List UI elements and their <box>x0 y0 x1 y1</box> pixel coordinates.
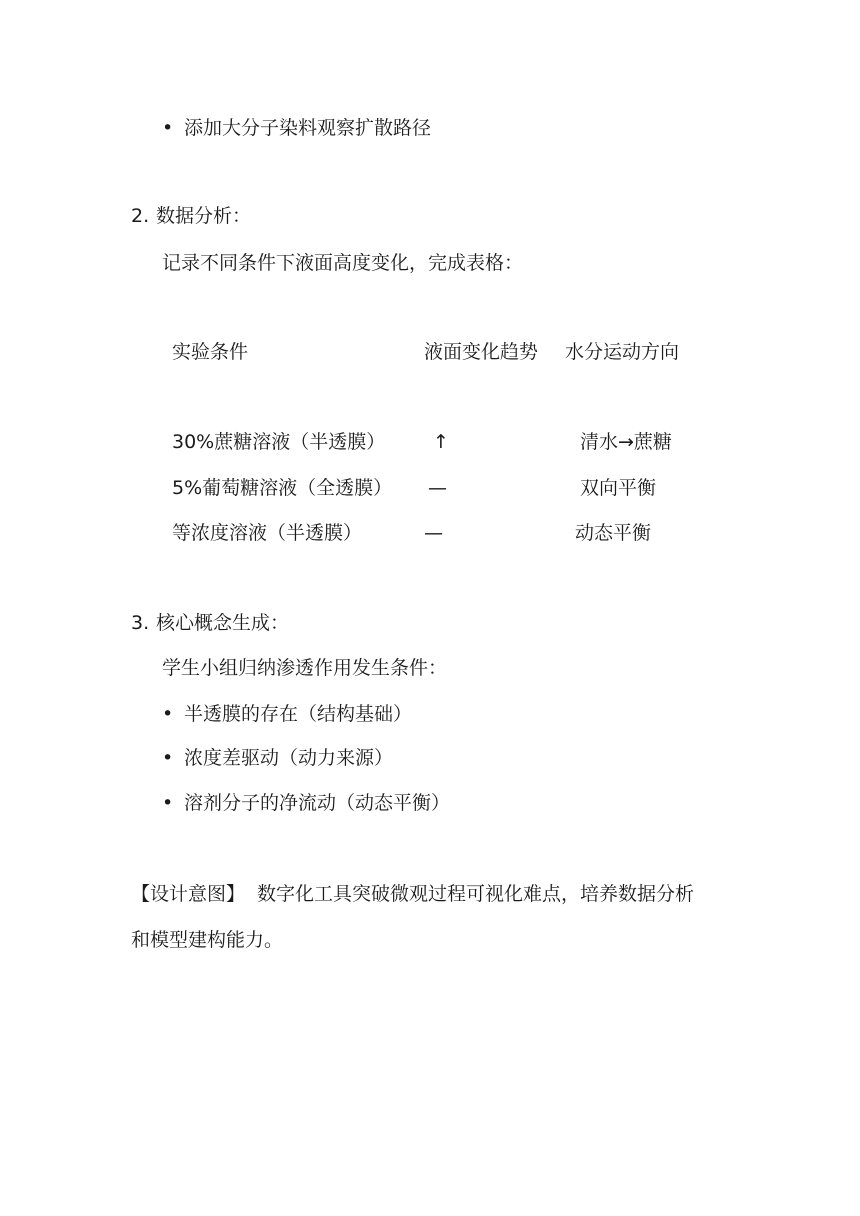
bullet-icon: • <box>162 117 174 139</box>
design-intent-paragraph <box>131 882 694 906</box>
table-header-direction: 水分运动方向 <box>565 341 680 363</box>
bullet-text: 溶剂分子的净流动（动态平衡） <box>184 792 451 814</box>
section-3-intro: 学生小组归纳渗透作用发生条件： <box>162 657 448 679</box>
bullet-text: 添加大分子染料观察扩散路径 <box>184 117 432 139</box>
table-cell-trend: — <box>424 522 443 544</box>
section-2-heading <box>131 204 251 228</box>
table-header-condition: 实验条件 <box>172 341 249 363</box>
table-cell-trend: ↑ <box>433 431 449 453</box>
section-title: 数据分析： <box>156 205 252 227</box>
bullet-icon: • <box>162 747 174 769</box>
list-item <box>162 702 412 726</box>
section-title: 核心概念生成： <box>156 612 290 634</box>
table-cell-condition: 等浓度溶液（半透膜） <box>172 522 363 544</box>
section-3-heading <box>131 611 289 635</box>
bullet-text: 浓度差驱动（动力来源） <box>184 747 394 769</box>
bullet-icon: • <box>162 703 174 725</box>
list-item <box>162 746 393 770</box>
list-item <box>162 791 450 815</box>
table-cell-direction: 清水→蔗糖 <box>580 431 672 453</box>
design-intent-label: 【设计意图】 <box>131 883 246 905</box>
bullet-icon: • <box>162 792 174 814</box>
bullet-text: 半透膜的存在（结构基础） <box>184 703 413 725</box>
table-cell-trend: — <box>428 477 447 499</box>
section-number: 3. <box>131 612 150 634</box>
section-number: 2. <box>131 205 150 227</box>
table-header-trend: 液面变化趋势 <box>424 341 539 363</box>
design-intent-continuation: 和模型建构能力。 <box>131 929 284 951</box>
table-cell-condition: 30%蔗糖溶液（半透膜） <box>172 431 386 453</box>
section-2-intro: 记录不同条件下液面高度变化，完成表格： <box>162 252 524 274</box>
bullet-item-add-dye <box>162 116 431 140</box>
table-cell-direction: 动态平衡 <box>575 522 652 544</box>
design-intent-text: 数字化工具突破微观过程可视化难点，培养数据分析 <box>257 883 695 905</box>
table-cell-direction: 双向平衡 <box>580 477 657 499</box>
table-cell-condition: 5%葡萄糖溶液（全透膜） <box>172 477 393 499</box>
